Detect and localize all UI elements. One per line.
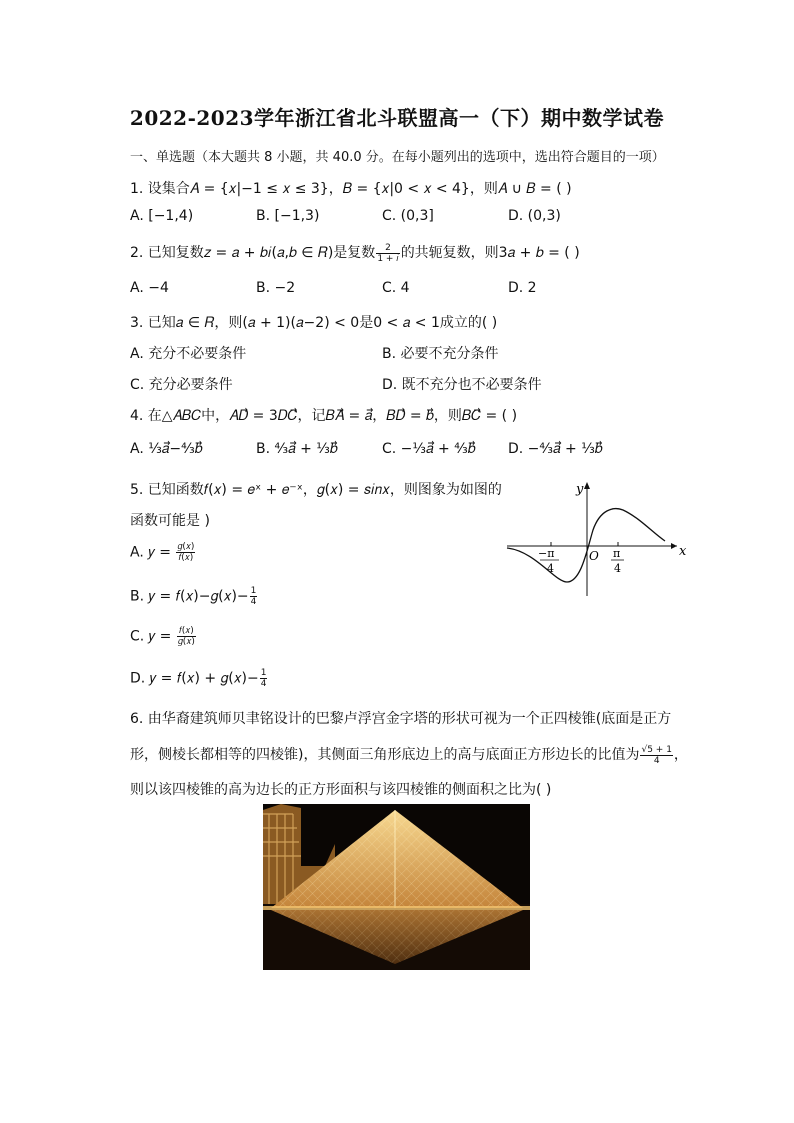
question-5-option-c-denominator: 𝑔(𝑥) [177,637,195,647]
function-curve [507,509,665,582]
question-2-stem-part-b: 的共轭复数，则3𝑎 + 𝑏 = ( ) [400,245,580,261]
question-5-option-a-fraction [176,542,195,563]
question-6-line-2 [130,744,688,766]
x-axis-arrow [671,543,677,549]
question-1-stem: 1. 设集合𝐴 = {𝑥|−1 ≤ 𝑥 ≤ 3}，𝐵 = {𝑥|0 < 𝑥 < 4}，则𝐴 ∪ 𝐵 = ( ) [130,181,572,197]
question-4-option-b: B. ⁴⁄₃𝑎⃗ + ⅓𝑏⃗ [256,441,338,457]
y-axis-label: y [576,482,584,497]
question-6-ratio-numerator: √5 + 1 [641,744,672,755]
question-5-option-d-denominator: 4 [260,679,267,689]
question-5-option-b [130,586,258,607]
question-5-option-b-fraction [250,586,258,607]
question-3-option-b: B. 必要不充分条件 [382,346,499,362]
question-5-option-b-denominator: 4 [250,597,257,607]
louvre-pyramid-photo [263,804,530,970]
question-1-option-c: C. (0,3] [382,208,434,224]
question-1-option-d: D. (0,3) [508,208,561,224]
question-5-option-a-numerator: 𝑔(𝑥) [177,542,195,552]
question-2-option-a: A. −4 [130,280,169,296]
question-1-option-a: A. [−1,4) [130,208,194,224]
question-4-option-c: C. −⅓𝑎⃗ + ⁴⁄₃𝑏⃗ [382,441,476,457]
water-edge-lights [263,906,530,910]
question-5-function-graph [505,478,695,598]
question-5-option-c [130,626,197,647]
negative-tick-numerator: −π [538,547,555,560]
question-5-option-c-prefix: C. 𝑦 = [130,628,176,645]
question-4-option-a: A. ⅓𝑎⃗−⁴⁄₃𝑏⃗ [130,441,203,457]
question-2-stem [130,242,580,264]
section-heading: 一、单选题（本大题共 8 小题，共 40.0 分。在每小题列出的选项中，选出符合题目的一项） [130,150,665,165]
question-5-option-c-numerator: 𝑓(𝑥) [177,626,196,637]
question-2-option-c: C. 4 [382,280,410,296]
question-5-option-d [130,668,268,689]
question-5-option-b-numerator: 1 [250,586,257,596]
question-4-stem: 4. 在△𝐴𝐵𝐶中，𝐴𝐷⃗ = 3𝐷𝐶⃗，记𝐵𝐴⃗ = 𝑎⃗，𝐵𝐷⃗ = 𝑏⃗，则𝐵𝐶⃗ = ( ) [130,408,518,424]
question-2-fraction [376,243,399,264]
question-2-stem-part-a: 2. 已知复数𝑧 = 𝑎 + 𝑏𝑖(𝑎,𝑏 ∈ 𝑅)是复数 [130,245,376,261]
positive-tick-numerator: π [613,547,621,560]
question-5-option-d-prefix: D. 𝑦 = 𝑓(𝑥) + 𝑔(𝑥)− [130,670,259,687]
question-5-option-d-fraction [260,668,268,689]
question-3-option-a: A. 充分不必要条件 [130,346,247,362]
question-6-line-2-part-a: 形，侧棱长都相等的四棱锥)，其侧面三角形底边上的高与底面正方形边长的比值为 [130,747,640,763]
question-1-option-b: B. [−1,3) [256,208,320,224]
question-2-fraction-denominator: 1 + 𝑖 [377,253,399,264]
question-6-line-3: 则以该四棱锥的高为边长的正方形面积与该四棱锥的侧面积之比为( ) [130,782,552,798]
question-2-option-d: D. 2 [508,280,537,296]
negative-tick-denominator: 4 [547,562,554,575]
question-5-option-a [130,542,196,563]
y-axis-arrow [584,482,590,489]
question-2-option-b: B. −2 [256,280,296,296]
question-5-option-b-prefix: B. 𝑦 = 𝑓(𝑥)−𝑔(𝑥)− [130,588,249,605]
question-5-option-d-numerator: 1 [260,668,267,678]
question-3-stem: 3. 已知𝑎 ∈ 𝑅，则(𝑎 + 1)(𝑎−2) < 0是0 < 𝑎 < 1成立的( ) [130,315,498,331]
question-5-option-a-denominator: 𝑓(𝑥) [178,553,194,563]
x-axis-label: x [679,544,687,559]
question-6-line-1: 6. 由华裔建筑师贝聿铭设计的巴黎卢浮宫金字塔的形状可视为一个正四棱锥(底面是正方 [130,711,672,727]
question-6-line-2-part-b: ， [673,747,688,763]
positive-tick-denominator: 4 [614,562,621,575]
question-3-option-d: D. 既不充分也不必要条件 [382,377,542,393]
question-3-option-c: C. 充分必要条件 [130,377,233,393]
exam-title: 2022-2023学年浙江省北斗联盟高一（下）期中数学试卷 [129,106,665,130]
origin-label: O [589,549,599,563]
question-4-option-d: D. −⁴⁄₃𝑎⃗ + ⅓𝑏⃗ [508,441,603,457]
question-6-ratio-denominator: 4 [653,755,660,766]
question-5-option-c-fraction [177,626,196,647]
question-2-fraction-numerator: 2 [376,243,399,254]
question-6-ratio-fraction [640,745,672,766]
question-5-stem-line-1: 5. 已知函数𝑓(𝑥) = 𝑒ˣ + 𝑒⁻ˣ，𝑔(𝑥) = 𝑠𝑖𝑛𝑥，则图象为如图的 [130,482,502,498]
question-5-stem-line-2: 函数可能是 ) [130,513,210,529]
question-5-option-a-prefix: A. 𝑦 = [130,544,176,561]
